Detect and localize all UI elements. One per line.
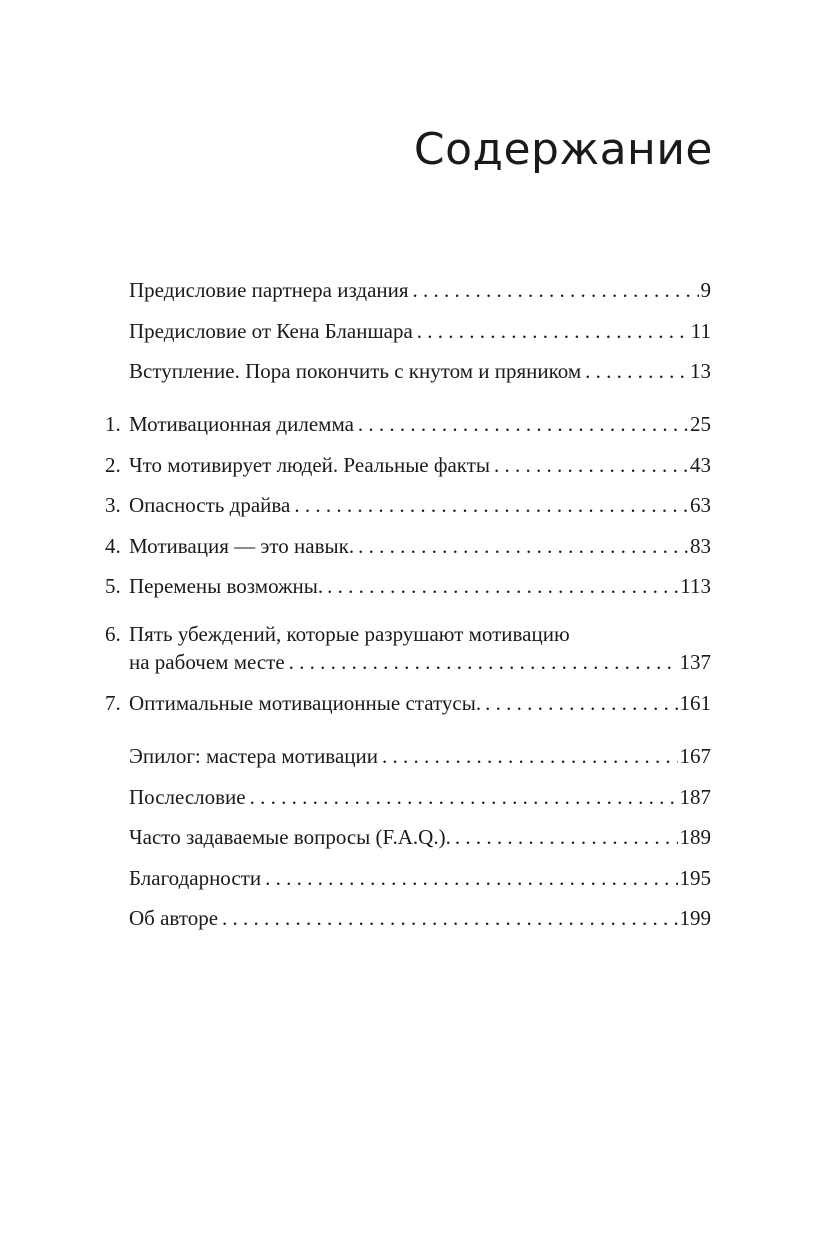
dot-leader [250, 784, 678, 810]
toc-entry-label: Предисловие от Кена Бланшара [129, 319, 413, 343]
chapter-number: 7. [105, 691, 121, 715]
toc-entry-introduction[interactable] [105, 358, 711, 384]
chapter-number: 1. [105, 412, 121, 436]
toc-entry-foreword-partner[interactable] [105, 277, 711, 303]
toc-page-number: 189 [679, 825, 711, 849]
toc-entry-faq[interactable] [105, 824, 711, 850]
toc-page-number: 43 [690, 453, 711, 477]
toc-entry-afterword[interactable] [105, 784, 711, 810]
toc-page-number: 63 [690, 493, 711, 517]
dot-leader [289, 649, 678, 675]
toc-entry-epilogue[interactable] [105, 743, 711, 769]
toc-entry-label: Послесловие [129, 785, 246, 809]
dot-leader [485, 690, 677, 716]
toc-page-number: 83 [690, 534, 711, 558]
toc-entry-label: Эпилог: мастера мотивации [129, 744, 378, 768]
dot-leader [358, 533, 688, 559]
toc-entry-chapter-7[interactable] [105, 690, 711, 716]
toc-entry-label: Оптимальные мотивационные статусы. [129, 691, 482, 715]
toc-entry-label: Предисловие партнера издания [129, 278, 409, 302]
dot-leader [417, 318, 689, 344]
toc-page-number: 167 [679, 744, 711, 768]
toc-entry-label: Мотивация — это навык. [129, 534, 355, 558]
toc-entry-label: Вступление. Пора покончить с кнутом и пряником [129, 359, 582, 383]
toc-page-number: 11 [690, 319, 711, 343]
chapter-number: 4. [105, 534, 121, 558]
chapter-number: 3. [105, 493, 121, 517]
page-title: Содержание [413, 124, 713, 175]
toc-entry-label: Опасность драйва [129, 493, 291, 517]
dot-leader [327, 573, 678, 599]
toc-entry-label: Что мотивирует людей. Реальные факты [129, 453, 491, 477]
dot-leader [494, 452, 688, 478]
toc-entry-chapter-3[interactable] [105, 492, 711, 518]
toc-entry-chapter-1[interactable] [105, 411, 711, 437]
toc-page-number: 137 [679, 650, 711, 674]
toc-entry-label: Мотивационная дилемма [129, 412, 354, 436]
toc-entry-label-line1: Пять убеждений, которые разрушают мотивацию [129, 622, 570, 646]
toc-page-number: 13 [690, 359, 711, 383]
dot-leader [358, 411, 688, 437]
toc-entry-acknowledgements[interactable] [105, 865, 711, 891]
toc-entry-chapter-2[interactable] [105, 452, 711, 478]
toc-entry-foreword-blanchard[interactable] [105, 318, 711, 344]
toc-entry-about-author[interactable] [105, 905, 711, 931]
toc-entry-chapter-4[interactable] [105, 533, 711, 559]
toc-entry-label-line2: на рабочем месте [129, 650, 285, 674]
toc-page-number: 187 [679, 785, 711, 809]
toc-page-number: 161 [679, 691, 711, 715]
toc-entry-label: Часто задаваемые вопросы (F.A.Q.). [129, 825, 451, 849]
toc-page-number: 25 [690, 412, 711, 436]
chapter-number: 2. [105, 453, 121, 477]
toc-entry-chapter-5[interactable] [105, 573, 711, 599]
chapter-number: 5. [105, 574, 121, 598]
toc-page-number: 195 [679, 866, 711, 890]
toc-entry-label: Перемены возможны. [129, 574, 324, 598]
toc-entry-label: Благодарности [129, 866, 262, 890]
dot-leader [413, 277, 699, 303]
toc-page-number: 113 [680, 574, 711, 598]
dot-leader [382, 743, 678, 769]
toc-page-number: 199 [679, 906, 711, 930]
dot-leader [294, 492, 688, 518]
toc-entry-label: Об авторе [129, 906, 219, 930]
dot-leader [222, 905, 677, 931]
toc-page-number: 9 [700, 278, 711, 302]
dot-leader [455, 824, 678, 850]
dot-leader [265, 865, 677, 891]
chapter-number: 6. [105, 622, 121, 646]
dot-leader [585, 358, 688, 384]
